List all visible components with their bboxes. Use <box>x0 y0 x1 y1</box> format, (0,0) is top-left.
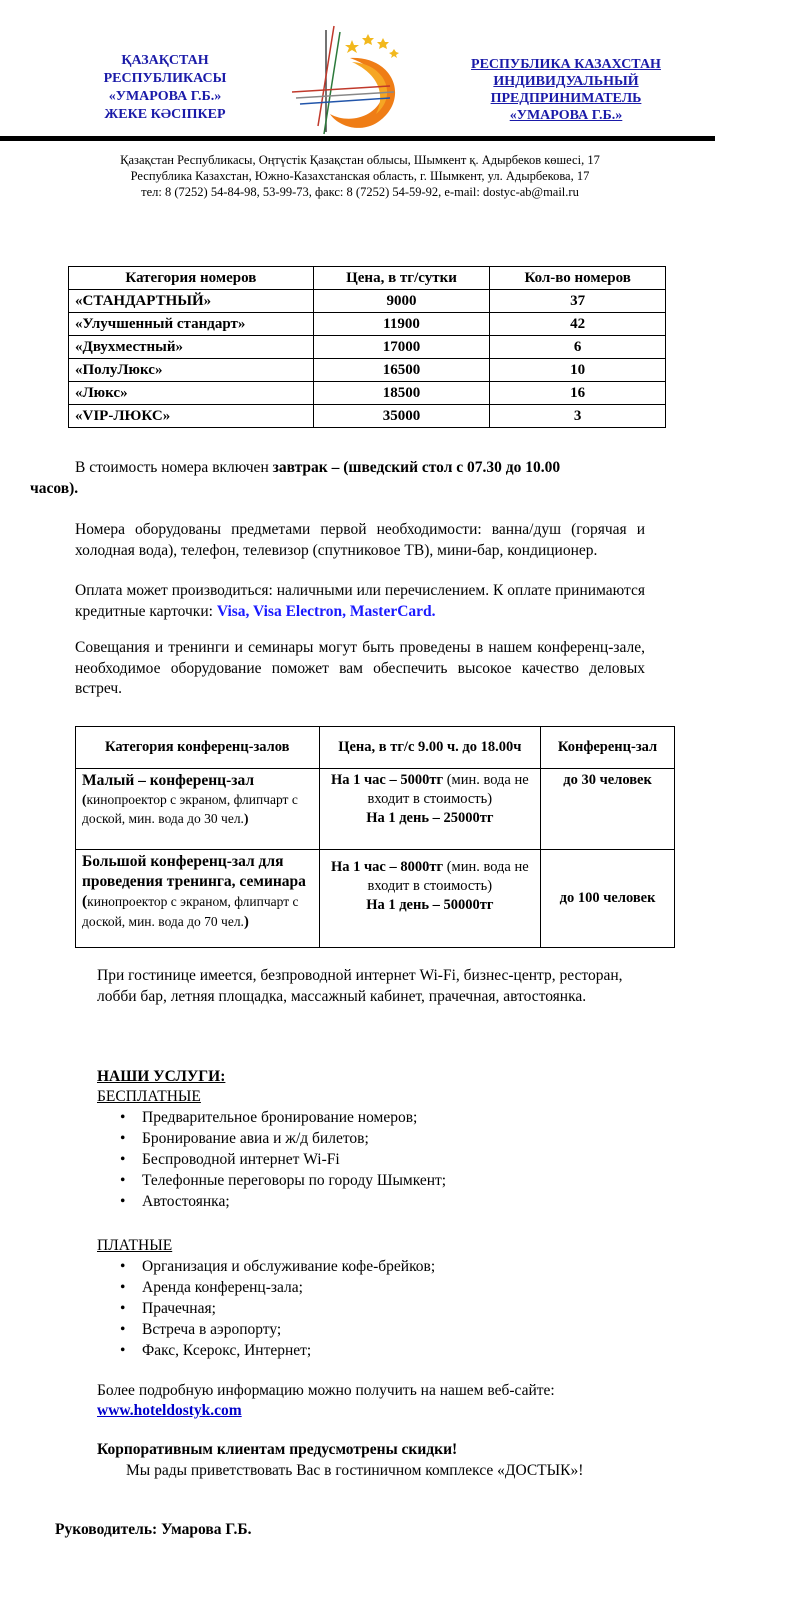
header-left-line: ЖЕКЕ КӘСІПКЕР <box>104 107 226 122</box>
room-price: 18500 <box>313 382 490 405</box>
discounts-text: Корпоративным клиентам предусмотрены скидки! <box>97 1441 458 1458</box>
room-count: 10 <box>490 359 666 382</box>
column-header: Категория номеров <box>69 267 314 290</box>
payment-text <box>75 581 645 622</box>
list-item: • Бронирование авиа и ж/д билетов; <box>120 1128 446 1149</box>
list-item: • Встреча в аэропорту; <box>120 1319 435 1340</box>
breakfast-hours: завтрак – (шведский стол с 07.30 до 10.00 <box>272 459 561 476</box>
more-info-text: Более подробную информацию можно получить на нашем веб-сайте: <box>97 1382 555 1399</box>
hall-equipment: кинопроектор с экраном, флипчарт с доской, мин. вода до 70 чел. <box>82 894 299 929</box>
column-header: Цена, в тг/сутки <box>313 267 490 290</box>
table-row <box>69 336 666 359</box>
list-item: • Аренда конференц-зала; <box>120 1277 435 1298</box>
breakfast-line <box>75 458 675 479</box>
accepted-cards: Visa, Visa Electron, MasterCard. <box>216 602 436 620</box>
header-left-line: РЕСПУБЛИКАСЫ <box>103 71 227 86</box>
table-row <box>69 359 666 382</box>
room-price: 17000 <box>313 336 490 359</box>
services-title: НАШИ УСЛУГИ: <box>97 1068 226 1085</box>
free-services-list <box>120 1107 446 1212</box>
hall-category-large <box>76 850 320 948</box>
free-services-title: БЕСПЛАТНЫЕ <box>97 1088 201 1105</box>
contact-address-block <box>60 152 660 200</box>
table-row <box>69 382 666 405</box>
list-item: • Факс, Ксерокс, Интернет; <box>120 1340 435 1361</box>
room-price: 11900 <box>313 313 490 336</box>
list-item: • Предварительное бронирование номеров; <box>120 1107 446 1128</box>
room-equipment-text: Номера оборудованы предметами первой необходимости: ванна/душ (горячая и холодная вода), телефон, телевизор (спутниковое ТВ), мини-бар, кондиционер. <box>75 521 645 559</box>
header-left-line: «УМАРОВА Г.Б.» <box>108 89 222 104</box>
column-header: Кол-во номеров <box>490 267 666 290</box>
table-row <box>76 769 675 850</box>
paren: ) <box>243 914 249 930</box>
list-item: • Прачечная; <box>120 1298 435 1319</box>
table-header-row <box>69 267 666 290</box>
paren: ( <box>82 792 87 807</box>
header-right-russian <box>455 56 677 124</box>
room-category: «Двухместный» <box>69 336 314 359</box>
table-header-row <box>76 727 675 769</box>
amenities-text: При гостинице имеется, безпроводной интернет Wi-Fi, бизнес-центр, ресторан, лобби бар, летняя площадка, массажный кабинет, прачечная, автостоянка. <box>97 967 623 1005</box>
hall-title: Малый – конференц-зал <box>82 772 255 789</box>
meetings-text: Совещания и тренинги и семинары могут быть проведены в нашем конференц-зале, необходимое оборудование поможет вам обеспечить высокое качество деловых встреч. <box>75 639 645 697</box>
price-per-hour: На 1 час – 5000тг <box>330 772 444 788</box>
price-per-day: На 1 день – 25000тг <box>366 810 494 826</box>
payment-methods: Оплата может производиться: наличными или перечислением. К оплате принимаются кредитные карточки: <box>75 582 645 620</box>
room-price: 9000 <box>313 290 490 313</box>
hall-equipment: кинопроектор с экраном, флипчарт с доской, мин. вода до 30 чел. <box>82 792 298 826</box>
table-row <box>69 290 666 313</box>
room-count: 42 <box>490 313 666 336</box>
column-header: Цена, в тг/с 9.00 ч. до 18.00ч <box>319 727 541 769</box>
paren: ) <box>243 811 249 826</box>
price-per-day: На 1 день – 50000тг <box>366 897 494 913</box>
table-row <box>69 405 666 428</box>
room-category: «ПолуЛюкс» <box>69 359 314 382</box>
room-count: 6 <box>490 336 666 359</box>
header-right-line: РЕСПУБЛИКА КАЗАХСТАН <box>471 57 661 72</box>
list-item: • Организация и обслуживание кофе-брейков; <box>120 1256 435 1277</box>
hall-capacity-small: до 30 человек <box>541 769 675 850</box>
column-header: Конференц-зал <box>541 727 675 769</box>
breakfast-prefix: В стоимость номера включен <box>75 459 273 476</box>
hall-capacity-large: до 100 человек <box>541 850 675 948</box>
company-logo <box>290 22 420 140</box>
room-category: «Люкс» <box>69 382 314 405</box>
room-count: 16 <box>490 382 666 405</box>
website-link[interactable]: www.hoteldostyk.com <box>97 1402 242 1419</box>
header-right-line: «УМАРОВА Г.Б.» <box>509 108 623 123</box>
table-row <box>69 313 666 336</box>
paid-services-title: ПЛАТНЫЕ <box>97 1237 173 1254</box>
list-item: • Автостоянка; <box>120 1191 446 1212</box>
hall-title: Большой конференц-зал для проведения тренинга, семинара ( <box>82 853 306 910</box>
room-count: 37 <box>490 290 666 313</box>
room-category: «СТАНДАРТНЫЙ» <box>69 290 314 313</box>
header-divider <box>0 136 715 141</box>
room-category: «Улучшенный стандарт» <box>69 313 314 336</box>
hall-price-small <box>319 769 541 850</box>
room-count: 3 <box>490 405 666 428</box>
list-item: • Беспроводной интернет Wi-Fi <box>120 1149 446 1170</box>
price-per-hour: На 1 час – 8000тг <box>330 859 444 875</box>
header-left-kazakh <box>70 52 260 124</box>
room-price: 35000 <box>313 405 490 428</box>
list-item: • Телефонные переговоры по городу Шымкент; <box>120 1170 446 1191</box>
room-category: «VIP-ЛЮКС» <box>69 405 314 428</box>
address-russian: Республика Казахстан, Южно-Казахстанская область, г. Шымкент, ул. Адырбекова, 17 <box>130 169 590 183</box>
header-right-line: ИНДИВИДУАЛЬНЫЙ <box>493 74 639 89</box>
hall-category-small <box>76 769 320 850</box>
signature: Руководитель: Умарова Г.Б. <box>55 1521 252 1538</box>
header-left-line: ҚАЗАҚСТАН <box>121 53 209 68</box>
hall-price-large <box>319 850 541 948</box>
price-note: (мин. вода не входит в стоимость) <box>367 772 529 807</box>
table-row <box>76 850 675 948</box>
header-right-line: ПРЕДПРИНИМАТЕЛЬ <box>490 91 642 106</box>
welcome-text: Мы рады приветствовать Вас в гостиничном комплексе «ДОСТЫК»! <box>126 1462 584 1479</box>
room-prices-table <box>68 266 666 428</box>
column-header: Категория конференц-залов <box>76 727 320 769</box>
paid-services-list <box>120 1256 435 1361</box>
phone-fax-email: тел: 8 (7252) 54-84-98, 53-99-73, факс: 8 (7252) 54-59-92, e-mail: dostyc-ab@mail.ru <box>141 185 579 199</box>
room-price: 16500 <box>313 359 490 382</box>
price-note: (мин. вода не входит в стоимость) <box>367 859 529 894</box>
address-kazakh: Қазақстан Республикасы, Оңтүстік Қазақстан облысы, Шымкент қ. Адырбеков көшесі, 17 <box>120 153 600 167</box>
breakfast-line-end: часов). <box>30 480 79 497</box>
conference-halls-table <box>75 726 675 948</box>
